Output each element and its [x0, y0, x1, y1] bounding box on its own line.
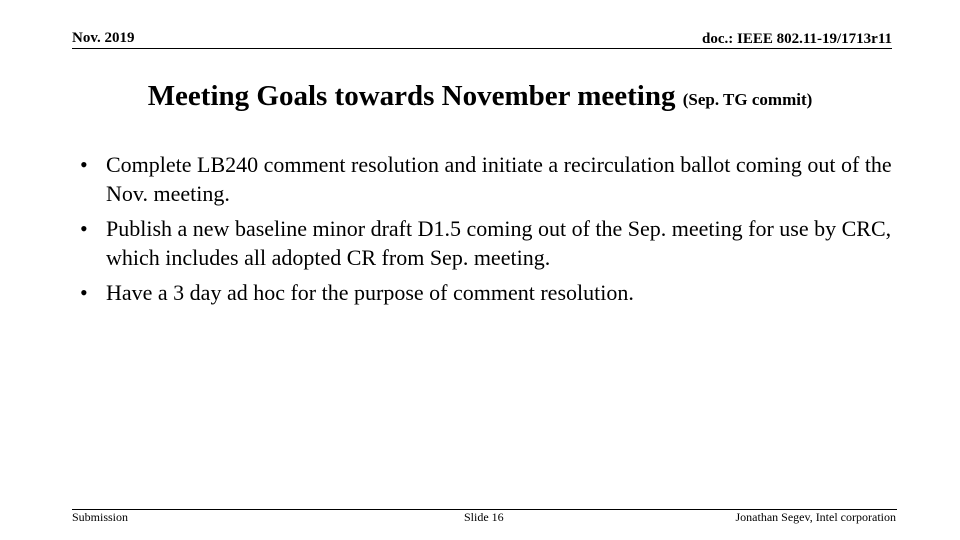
header-date: Nov. 2019	[72, 30, 135, 46]
slide-title-main: Meeting Goals towards November meeting	[147, 80, 676, 112]
header-doc-id: doc.: IEEE 802.11-19/1713r11	[701, 31, 892, 47]
slide-title	[0, 80, 960, 113]
bullet-text: Publish a new baseline minor draft D1.5 coming out of the Sep. meeting for use by CRC, which includes all adopted CR from Sep. meeting.	[106, 216, 892, 270]
bullet-dot: •	[80, 152, 88, 177]
bullet-dot: •	[80, 280, 88, 305]
footer-slide-number: Slide 16	[464, 510, 504, 524]
list-item	[76, 278, 896, 307]
footer-submission: Submission	[72, 510, 129, 524]
bullet-text: Have a 3 day ad hoc for the purpose of comment resolution.	[106, 280, 634, 305]
bullet-dot: •	[80, 216, 88, 241]
header-divider	[72, 48, 892, 49]
bullet-text: Complete LB240 comment resolution and initiate a recirculation ballot coming out of the Nov. meeting.	[106, 152, 892, 206]
bullet-list	[76, 150, 896, 313]
slide-title-sub: (Sep. TG commit)	[682, 90, 813, 109]
list-item	[76, 214, 896, 272]
footer-author: Jonathan Segev, Intel corporation	[735, 510, 896, 524]
list-item	[76, 150, 896, 208]
